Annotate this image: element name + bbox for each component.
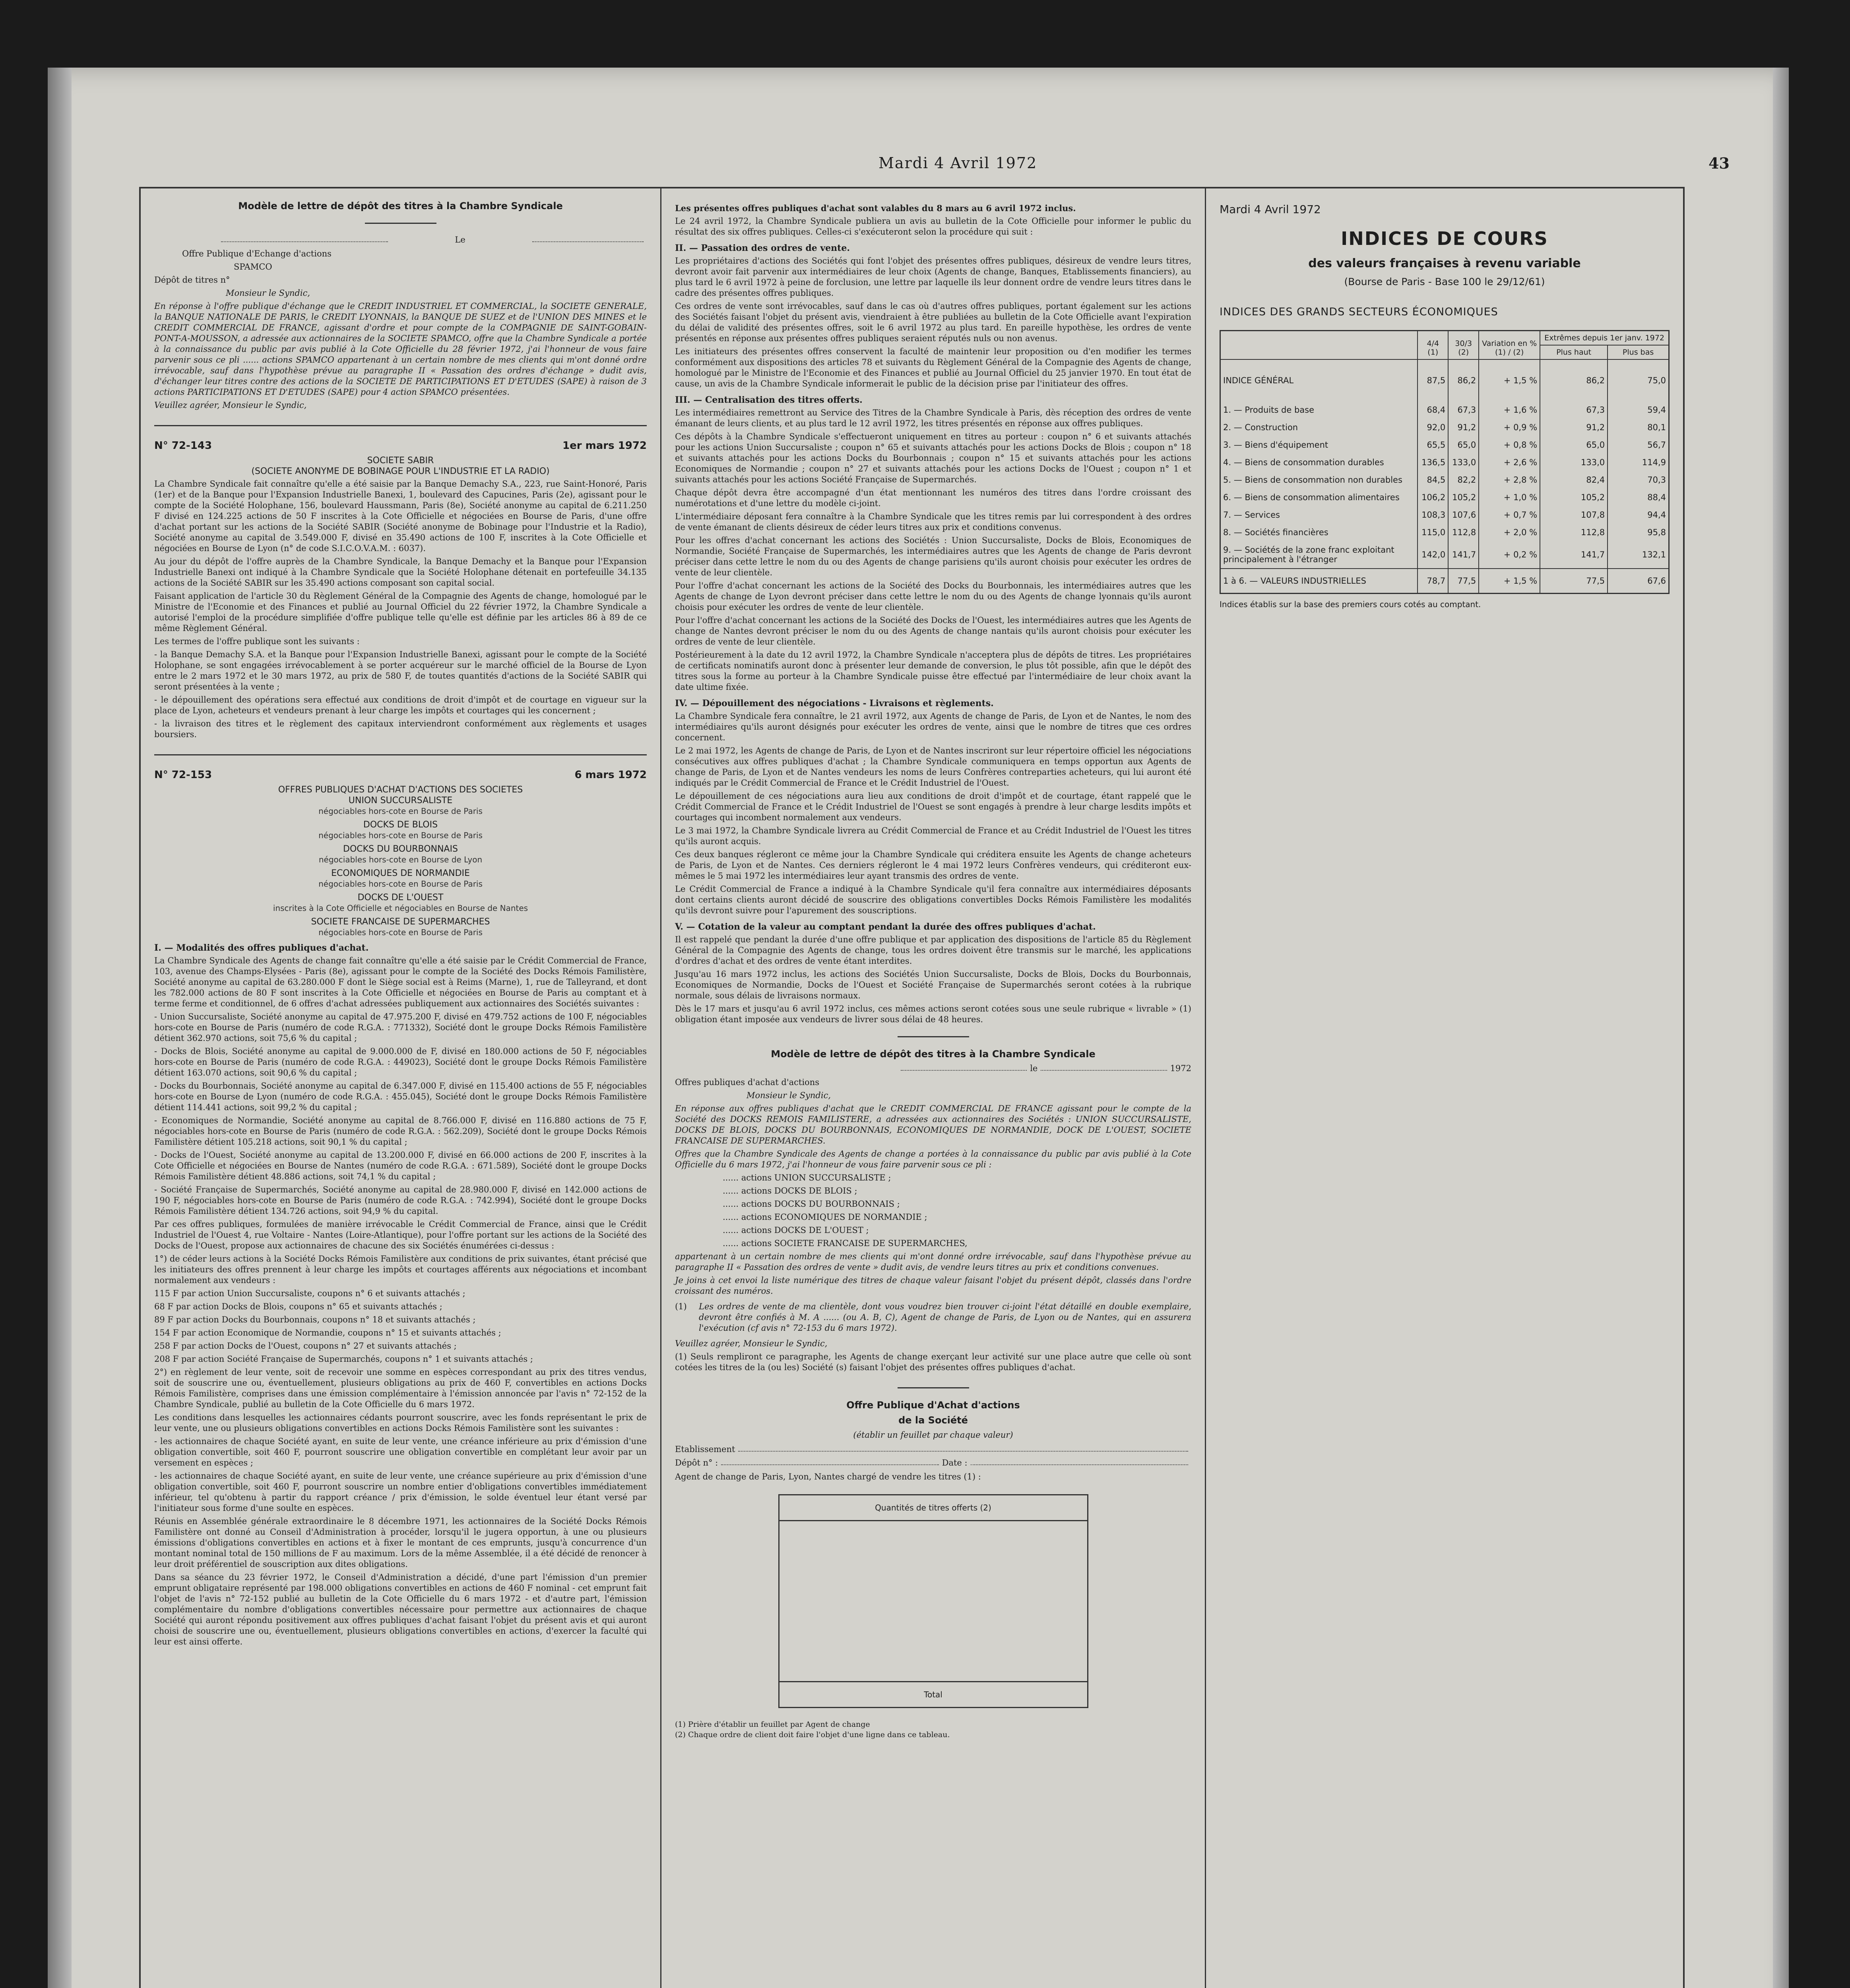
index-label: 1. — Produits de base	[1223, 405, 1315, 415]
notice-paragraph: - la livraison des titres et le règlement des capitaux interviendront conformément aux règlements et usages boursiers.	[154, 719, 647, 739]
quantity-total: Total	[779, 1682, 1088, 1708]
quantity-table	[778, 1494, 1088, 1708]
deposit-letter-docks	[675, 1048, 1191, 1373]
index-low: 67,6	[1608, 569, 1669, 594]
index-value-b: 91,2	[1448, 419, 1479, 436]
agent-label: Agent de change de Paris, Lyon, Nantes chargé de vendre les titres (1) :	[675, 1472, 981, 1481]
date-label: Date :	[942, 1458, 968, 1468]
index-high: 67,3	[1540, 389, 1608, 419]
index-value-b: 77,5	[1448, 569, 1479, 594]
company-market: négociables hors-cote en Bourse de Paris	[318, 806, 483, 816]
index-variation: + 1,0 %	[1479, 489, 1540, 506]
page-number: 43	[1708, 154, 1730, 172]
index-value-a: 92,0	[1418, 419, 1448, 436]
page-spine	[48, 68, 72, 1988]
subsection-title: I. — Modalités des offres publiques d'achat.	[154, 943, 369, 953]
subsection-title: V. — Cotation de la valeur au comptant pendant la durée des offres publiques d'achat.	[675, 922, 1096, 932]
notice-paragraph: Pour l'offre d'achat concernant les actions de la Société des Docks du Bourbonnais, les intermédiaires autres que les Agents de change de Lyon devront préciser dans cette lettre le nom du ou des Agents de change lyonnais qu'ils auront choisis pour exécuter les ordres de vente de leur clientèle.	[675, 581, 1191, 612]
notice-paragraph: Faisant application de l'article 30 du Règlement Général de la Compagnie des Agents de change, homologué par le Ministre de l'Economie et des Finances et publié au Journal Officiel du 22 février 1972, la Chambre Syndicale a autorisé l'emploi de la procédure simplifiée d'offre publique telle qu'elle est définie par les articles 86 à 89 de ce même Règlement Général.	[154, 591, 647, 633]
table-row	[1220, 359, 1669, 389]
indices-note: Indices établis sur la base des premiers cours cotés au comptant.	[1220, 600, 1481, 609]
index-low: 75,0	[1608, 359, 1669, 389]
letter-body: Je joins à cet envoi la liste numérique des titres de chaque valeur faisant l'objet du présent dépôt, classés dans l'ordre croissant des numéros.	[675, 1276, 1191, 1296]
company-market: inscrites à la Cote Officielle et négociables en Bourse de Nantes	[273, 903, 528, 913]
price-list	[154, 1288, 647, 1365]
price-item: 154 F par action Economique de Normandie, coupons n° 15 et suivants attachés ;	[154, 1328, 501, 1338]
footnote-marker: (1)	[675, 1302, 687, 1311]
index-high: 133,0	[1540, 454, 1608, 471]
indices-title: INDICES DE COURS	[1341, 228, 1548, 249]
notice-paragraph: 1°) de céder leurs actions à la Société Docks Rémois Familistère aux conditions de prix suivantes, étant précisé que les initiateurs des offres prennent à leur charge les impôts et courtages afférents aux négociations et incombant normalement aux vendeurs :	[154, 1254, 647, 1285]
variation-note: (1) / (2)	[1495, 348, 1524, 357]
index-label: 6. — Biens de consommation alimentaires	[1223, 493, 1400, 502]
share-list	[723, 1173, 1191, 1249]
offer-line: Offre Publique d'Echange d'actions	[182, 249, 332, 258]
price-item: 68 F par action Docks de Blois, coupons n° 65 et suivants attachés ;	[154, 1302, 442, 1311]
year-label: 1972	[1170, 1064, 1192, 1073]
notice-date: 1er mars 1972	[562, 440, 647, 452]
establishment-field[interactable]	[675, 1444, 1191, 1454]
place-label: le	[1030, 1064, 1038, 1073]
notice-paragraph: Il est rappelé que pendant la durée d'une offre publique et par application des dispositions de l'article 85 du Règlement Général de la Compagnie des Agents de change, tous les ordres doivent être transmis sur le marché, les applications d'ordres d'achat et des ordres de vente étant interdites.	[675, 935, 1191, 966]
index-value-a: 142,0	[1418, 541, 1448, 569]
index-low: 80,1	[1608, 419, 1669, 436]
place-line	[675, 1064, 1191, 1073]
sector-heading: INDICES DES GRANDS SECTEURS ÉCONOMIQUES	[1220, 306, 1498, 318]
index-label: 1 à 6. — VALEURS INDUSTRIELLES	[1220, 569, 1418, 594]
notice-date: 6 mars 1972	[574, 769, 647, 781]
header-variation	[1479, 331, 1540, 360]
column-right	[1206, 188, 1683, 1988]
section-rule	[154, 425, 647, 426]
deposit-label: Dépôt de titres n°	[154, 275, 230, 285]
establishment-label: Etablissement	[675, 1444, 735, 1454]
salutation: Monsieur le Syndic,	[226, 288, 310, 298]
company-name: SOCIETE FRANCAISE DE SUPERMARCHES	[311, 917, 490, 927]
header-high: Plus haut	[1540, 345, 1608, 359]
index-label: 7. — Services	[1223, 510, 1280, 520]
divider	[898, 1387, 969, 1388]
index-variation: + 2,8 %	[1479, 471, 1540, 489]
notice-paragraph: Les conditions dans lesquelles les actionnaires cédants pourront souscrire, avec les fonds représentant le prix de leur vente, une ou plusieurs obligations convertibles en actions Docks Rémois Familistère sont les suivantes :	[154, 1413, 647, 1433]
indices-base: (Bourse de Paris - Base 100 le 29/12/61)	[1344, 276, 1545, 287]
price-item: 89 F par action Docks du Bourbonnais, coupons n° 18 et suivants attachés ;	[154, 1315, 476, 1324]
notice-number: N° 72-153	[154, 769, 212, 781]
company-market: négociables hors-cote en Bourse de Paris	[318, 928, 483, 937]
index-label: 4. — Biens de consommation durables	[1223, 458, 1384, 467]
index-variation: + 0,9 %	[1479, 419, 1540, 436]
notice-paragraph: Le 3 mai 1972, la Chambre Syndicale livrera au Crédit Commercial de France et au Crédit Industriel de l'Ouest les titres qu'ils auront acquis.	[675, 826, 1191, 846]
notice-paragraph: Les initiateurs des présentes offres conservent la faculté de maintenir leur proposition ou d'en modifier les termes conformément aux dispositions des articles 78 et suivants du Règlement Général de la Compagnie des Agents de change, homologué par le Ministre de l'Economie et des Finances et publié au Journal Officiel du 25 janvier 1970. En tout état de cause, un avis de la Chambre Syndicale informerait le public de la décision prise par l'initiateur des offres.	[675, 347, 1191, 388]
col-b-date: 30/3	[1455, 339, 1472, 348]
notice-paragraph: Jusqu'au 16 mars 1972 inclus, les actions des Sociétés Union Succursaliste, Docks de Blois, Docks du Bourbonnais, Economiques de Normandie, Docks de l'Ouest et Société Française de Supermarchés seront cotées à la rubrique normale, sous délais de livraisons normaux.	[675, 969, 1191, 1000]
dotted-fill	[1041, 1064, 1167, 1071]
company-market: négociables hors-cote en Bourse de Paris	[318, 831, 483, 840]
notice-paragraph: - Union Succursaliste, Société anonyme au capital de 47.975.200 F, divisé en 479.752 actions de 100 F, négociables hors-cote en Bourse de Paris (numéro de code R.G.A. : 771332), Société dont le groupe Docks Rémois Familistère détient 362.970 actions, soit 75,6 % du capital ;	[154, 1012, 647, 1043]
company-name: DOCKS DE L'OUEST	[357, 893, 444, 903]
index-low: 70,3	[1608, 471, 1669, 489]
letter-title: Modèle de lettre de dépôt des titres à la Chambre Syndicale	[771, 1048, 1096, 1060]
page-edge	[1773, 68, 1789, 1988]
price-item: 258 F par action Docks de l'Ouest, coupons n° 27 et suivants attachés ;	[154, 1341, 457, 1351]
letter-title: Modèle de lettre de dépôt des titres à la Chambre Syndicale	[238, 200, 563, 212]
header-date: Mardi 4 Avril 1972	[878, 154, 1037, 172]
notice-paragraph: Ces deux banques régleront ce même jour la Chambre Syndicale qui créditera ensuite les Agents de change acheteurs de Paris, de Lyon et de Nantes. Ces derniers régleront le 4 mai 1972 leurs Confrères vendeurs, qui créditeront eux-mêmes le 5 mai 1972 les intermédiaires leur ayant transmis des ordres de vente.	[675, 850, 1191, 881]
notice-paragraph: - Docks de l'Ouest, Société anonyme au capital de 13.200.000 F, divisé en 66.000 actions de 200 F, inscrites à la Cote Officielle et négociées en Bourse de Nantes (numéro de code R.G.A. : 671.589), Société dont le groupe Docks Rémois Familistère détient 48.886 actions, soit 74,1 % du capital ;	[154, 1150, 647, 1181]
quantity-body[interactable]	[779, 1521, 1088, 1682]
index-variation: + 1,6 %	[1479, 389, 1540, 419]
notice-paragraph: Ces ordres de vente sont irrévocables, sauf dans le cas où d'autres offres publiques, portant également sur les actions des Sociétés faisant l'objet du présent avis, viendraient à être publiées au bulletin de la Cote Officielle avant l'expiration du délai de validité des présentes offres, soit le 6 avril 1972 au plus tard. En pareille hypothèse, les ordres de vente présentés en réponse aux présentes offres publiques seraient réputés nuls ou non avenus.	[675, 301, 1191, 343]
letter-closing: Veuillez agréer, Monsieur le Syndic,	[675, 1339, 828, 1348]
notice-paragraph: La Chambre Syndicale fera connaître, le 21 avril 1972, aux Agents de change de Paris, de Lyon et de Nantes, le nom des intermédiaires qu'ils auront désignés pour exécuter les ordres de vente, ainsi que le nombre de titres que ces ordres concernent.	[675, 711, 1191, 742]
column-left	[141, 188, 661, 1988]
dotted-fill	[721, 1458, 939, 1465]
index-low: 59,4	[1608, 389, 1669, 419]
index-value-b: 82,2	[1448, 471, 1479, 489]
index-variation: + 1,5 %	[1479, 569, 1540, 594]
index-value-a: 87,5	[1418, 359, 1448, 389]
index-high: 86,2	[1540, 359, 1608, 389]
place-label: Le	[455, 235, 465, 245]
index-high: 105,2	[1540, 489, 1608, 506]
notice-number: N° 72-143	[154, 440, 212, 452]
notice-header	[154, 769, 647, 781]
index-value-a: 115,0	[1418, 524, 1448, 541]
header-col-b	[1448, 331, 1479, 360]
notice-paragraph: Chaque dépôt devra être accompagné d'un état mentionnant les numéros des titres dans l'ordre croissant des numérotations et d'une lettre du modèle ci-joint.	[675, 488, 1191, 508]
index-value-b: 86,2	[1448, 359, 1479, 389]
letter-body: Les ordres de vente de ma clientèle, dont vous voudrez bien trouver ci-joint l'état détaillé en double exemplaire, devront être confiés à M. A ...... (ou A. B, C), Agent de change de Paris, de Lyon ou de Nantes, qui en assurera l'exécution (cf avis n° 72-153 du 6 mars 1972).	[699, 1302, 1191, 1333]
index-variation: + 0,7 %	[1479, 506, 1540, 524]
notice-heading: OFFRES PUBLIQUES D'ACHAT D'ACTIONS DES SOCIETES	[278, 785, 523, 795]
variation-label: Variation en %	[1482, 339, 1537, 348]
letter-closing: Veuillez agréer, Monsieur le Syndic,	[154, 400, 307, 410]
index-label: 8. — Sociétés financières	[1223, 528, 1328, 537]
divider	[898, 1036, 969, 1037]
offer-form	[675, 1400, 1191, 1739]
letter-footnote: (1) Seuls rempliront ce paragraphe, les Agents de change exerçant leur activité sur une place autre que celle où sont cotées les titres de la (ou les) Société (s) faisant l'objet des présentes offres publiques d'achat.	[675, 1352, 1191, 1372]
index-low: 88,4	[1608, 489, 1669, 506]
notice-paragraph: - Société Française de Supermarchés, Société anonyme au capital de 28.980.000 F, divisé en 142.000 actions de 190 F, négociables hors-cote en Bourse de Paris (numéro de code R.G.A. : 742.994), Société dont le groupe Docks Rémois Familistère détient 134.726 actions, soit 94,9 % du capital.	[154, 1185, 647, 1216]
index-high: 82,4	[1540, 471, 1608, 489]
company-name: DOCKS DU BOURBONNAIS	[343, 844, 458, 854]
place-line	[154, 235, 647, 245]
index-value-a: 65,5	[1418, 436, 1448, 454]
notice-header	[154, 440, 647, 452]
notice-72-143	[154, 440, 647, 740]
notice-72-153	[154, 769, 647, 1647]
deposit-label: Dépôt n° :	[675, 1458, 718, 1468]
notice-paragraph: - Docks du Bourbonnais, Société anonyme au capital de 6.347.000 F, divisé en 115.400 actions de 55 F, négociables hors-cote en Bourse de Lyon (numéro de code R.G.A. : 455.045), Société dont le groupe Docks Rémois Familistère détient 114.441 actions, soit 99,2 % du capital ;	[154, 1081, 647, 1112]
header-blank	[1220, 331, 1418, 360]
share-item: ...... actions SOCIETE FRANCAISE DE SUPERMARCHES,	[723, 1239, 968, 1248]
index-value-a: 106,2	[1418, 489, 1448, 506]
notice-paragraph: - Economiques de Normandie, Société anonyme au capital de 8.766.000 F, divisé en 116.880 actions de 75 F, négociables hors-cote en Bourse de Paris (numéro de code R.G.A. : 562.209), Société dont le groupe Docks Rémois Familistère détient 105.218 actions, soit 90,1 % du capital ;	[154, 1116, 647, 1147]
notice-paragraph: Postérieurement à la date du 12 avril 1972, la Chambre Syndicale n'acceptera plus de dépôts de titres. Les propriétaires de certificats nominatifs auront donc à présenter leur demande de conversion, le plus tôt possible, afin que le dépôt des titres sous la forme au porteur à la Chambre Syndicale puisse être effectué par l'intermédiaire de leur choix avant la date ultime fixée.	[675, 650, 1191, 692]
index-low: 114,9	[1608, 454, 1669, 471]
notice-paragraph: Dès le 17 mars et jusqu'au 6 avril 1972 inclus, ces mêmes actions seront cotées sous une seule rubrique « livrable » (1) obligation étant imposée aux vendeurs de livrer sous délai de 48 heures.	[675, 1004, 1191, 1024]
notice-paragraph: Dans sa séance du 23 février 1972, le Conseil d'Administration a décidé, d'une part l'émission d'un premier emprunt obligataire représenté par 198.000 obligations convertibles en actions de 460 F nominal - cet emprunt fait l'objet de l'avis n° 72-152 publié au bulletin de la Cote Officielle du 6 mars 1972 - et d'autre part, l'émission complémentaire du nombre d'obligations convertibles nécessaire pour permettre aux actionnaires de chaque Société qui auront répondu positivement aux offres publiques d'achat faisant l'objet du présent avis et qui auront choisi de souscrire une ou, éventuellement, plusieurs obligations convertibles en actions, d'exercer la faculté qui leur est ainsi offerte.	[154, 1573, 647, 1646]
letter-body: appartenant à un certain nombre de mes clients qui m'ont donné ordre irrévocable, sauf dans l'hypothèse prévue au paragraphe II « Passation des ordres de vente » dudit avis, de vendre leurs titres au prix et conditions convenues.	[675, 1252, 1191, 1272]
index-value-a: 78,7	[1418, 569, 1448, 594]
index-high: 77,5	[1540, 569, 1608, 594]
index-variation: + 2,0 %	[1479, 524, 1540, 541]
header-extremes: Extrêmes depuis 1er janv. 1972	[1540, 331, 1669, 346]
index-high: 112,8	[1540, 524, 1608, 541]
form-title: Offre Publique d'Achat d'actions	[846, 1400, 1020, 1411]
form-instruction: (établir un feuillet par chaque valeur)	[853, 1430, 1013, 1440]
indices-subtitle: des valeurs françaises à revenu variable	[1308, 256, 1581, 270]
notice-paragraph: Pour les offres d'achat concernant les actions des Sociétés : Union Succursaliste, Docks de Blois, Economiques de Normandie, Société Française de Supermarchés, les intermédiaires autres que les Agents de change de Paris devront préciser dans cette lettre le nom du ou des Agents de change parisiens qu'ils auront choisis pour exécuter les ordres de vente de leur clientèle.	[675, 536, 1191, 577]
index-variation: + 2,6 %	[1479, 454, 1540, 471]
index-value-b: 65,0	[1448, 436, 1479, 454]
letter-body: En réponse à l'offre publique d'échange que le CREDIT INDUSTRIEL ET COMMERCIAL, la SOCIETE GENERALE, la BANQUE NATIONALE DE PARIS, le CREDIT LYONNAIS, la BANQUE DE SUEZ et de l'UNION DES MINES et le CREDIT COMMERCIAL DE FRANCE, agissant d'ordre et pour compte de la COMPAGNIE DE SAINT-GOBAIN-PONT-A-MOUSSON, a adressée aux actionnaires de la SOCIETE SPAMCO, offre que la Chambre Syndicale a portée à la connaissance du public par avis publié à la Cote Officielle du 28 février 1972, j'ai l'honneur de vous faire parvenir sous ce pli ...... actions SPAMCO appartenant à un certain nombre de mes clients qui m'ont donné ordre irrévocable, sauf dans l'hypothèse prévue au paragraphe II « Passation des ordres d'échange » dudit avis, d'échanger leur titres contre des actions de la SOCIETE DE PARTICIPATIONS ET D'ETUDES (SAPE) à raison de 3 actions PARTICIPATIONS ET D'ETUDES (SAPE) pour 4 action SPAMCO présentées.	[154, 301, 647, 397]
index-label: 9. — Sociétés de la zone franc exploitant principalement à l'étranger	[1223, 545, 1394, 564]
form-footnote: (2) Chaque ordre de client doit faire l'objet d'une ligne dans ce tableau.	[675, 1730, 950, 1739]
notice-paragraph: Le Crédit Commercial de France a indiqué à la Chambre Syndicale qu'il fera connaître aux intermédiaires déposants dont certains clients auront décidé de souscrire des obligations convertibles Docks Rémois Familistère les modalités qu'ils devront suivre pour l'apurement des souscriptions.	[675, 884, 1191, 915]
notice-paragraph: La Chambre Syndicale des Agents de change fait connaître qu'elle a été saisie par le Crédit Commercial de France, 103, avenue des Champs-Elysées - Paris (8e), agissant pour le compte de la Société des Docks Rémois Familistère, Société anonyme au capital de 63.280.000 F dont le Siège social est à Reims (Marne), 1, rue de Talleyrand, et dont les 782.000 actions de 80 F sont inscrites à la Cote Officielle et négociées en Bourse de Paris au comptant et à terme ferme et conditionnel, de 6 offres d'achat adressées publiquement aux actionnaires des Sociétés suivantes :	[154, 956, 647, 1008]
notice-paragraph: Le 2 mai 1972, les Agents de change de Paris, de Lyon et de Nantes inscriront sur leur répertoire officiel les négociations consécutives aux offres publiques d'achat ; la Chambre Syndicale communiquera en temps opportun aux Agents de change de Paris, de Lyon et de Nantes vendeurs les noms de leurs Confrères contreparties acheteurs, qui lui auront été indiqués par le Crédit Commercial de France et le Crédit Industriel de l'Ouest.	[675, 746, 1191, 788]
notice-paragraph: Les termes de l'offre publique sont les suivants :	[154, 637, 360, 646]
index-value-a: 136,5	[1418, 454, 1448, 471]
notice-paragraph: Au jour du dépôt de l'offre auprès de la Chambre Syndicale, la Banque Demachy et la Banque pour l'Expansion Industrielle Banexi ont indiqué à la Chambre Syndicale que la Société Holophane détenait en portefeuille 34.135 actions de la Société SABIR sur les 35.490 actions composant son capital social.	[154, 557, 647, 588]
col-a-date: 4/4	[1427, 339, 1439, 348]
form-subtitle: de la Société	[898, 1415, 968, 1426]
notice-paragraph: Le dépouillement de ces négociations aura lieu aux conditions de droit d'impôt et de courtage, étant rappelé que le Crédit Commercial de France et le Crédit Industriel de l'Ouest se sont engagés à prendre à leur charge lesdits impôts et courtages qui incombent normalement aux vendeurs.	[675, 791, 1191, 822]
offer-line: Offres publiques d'achat d'actions	[675, 1077, 819, 1087]
letter-body: En réponse aux offres publiques d'achat que le CREDIT COMMERCIAL DE FRANCE agissant pour le compte de la Société des DOCKS REMOIS FAMILISTERE, a adressées aux actionnaires des Sociétés : UNION SUCCURSALISTE, DOCKS DE BLOIS, DOCKS DU BOURBONNAIS, ECONOMIQUES DE NORMANDIE, DOCK DE L'OUEST, SOCIETE FRANCAISE DE SUPERMARCHES.	[675, 1104, 1191, 1145]
notice-paragraph: - la Banque Demachy S.A. et la Banque pour l'Expansion Industrielle Banexi, agissant pour le compte de la Société Holophane, se sont engagées irrévocablement à se porter acquéreur sur le marché officiel de la Bourse de Lyon entre le 2 mars 1972 et le 30 mars 1972, au prix de 580 F, de toutes quantités d'actions de la Société SABIR qui seront présentées à la vente ;	[154, 650, 647, 691]
index-value-b: 67,3	[1448, 389, 1479, 419]
company-market: négociables hors-cote en Bourse de Paris	[318, 879, 483, 889]
notice-paragraph: - les actionnaires de chaque Société ayant, en suite de leur vente, une créance inférieure au prix d'émission d'une obligation convertible, soit 460 F, pourront souscrire une obligation convertible en complétant leur avoir par un versement en espèces ;	[154, 1437, 647, 1468]
table-row	[1220, 524, 1669, 541]
index-high: 65,0	[1540, 436, 1608, 454]
index-high: 91,2	[1540, 419, 1608, 436]
offer-company: SPAMCO	[234, 262, 272, 272]
quantity-header: Quantités de titres offerts (2)	[779, 1495, 1088, 1521]
validity-notice: Les présentes offres publiques d'achat sont valables du 8 mars au 6 avril 1972 inclus.	[675, 203, 1076, 213]
table-row	[1220, 471, 1669, 489]
notice-paragraph: Les propriétaires d'actions des Sociétés qui font l'objet des présentes offres publiques, désireux de vendre leurs titres, devront avoir fait parvenir aux intermédiaires de leur choix (Agents de change, Banques, Etablissements financiers), au plus tard le 6 avril 1972 à peine de forclusion, une lettre par laquelle ils leur donnent ordre de vendre leurs titres dans le cadre des présentes offres publiques.	[675, 256, 1191, 298]
company-subtitle: (SOCIETE ANONYME DE BOBINAGE POUR L'INDUSTRIE ET LA RADIO)	[251, 466, 550, 476]
subsection-title: II. — Passation des ordres de vente.	[675, 243, 850, 253]
deposit-letter-spamco	[154, 200, 647, 411]
index-value-b: 105,2	[1448, 489, 1479, 506]
indices-body	[1220, 359, 1669, 594]
index-high: 107,8	[1540, 506, 1608, 524]
indices-table	[1220, 330, 1670, 594]
share-item: ...... actions UNION SUCCURSALISTE ;	[723, 1173, 891, 1182]
letter-body: Offres que la Chambre Syndicale des Agents de change a portées à la connaissance du public par avis publié à la Cote Officielle du 6 mars 1972, j'ai l'honneur de vous faire parvenir sous ce pli :	[675, 1149, 1191, 1169]
index-value-b: 133,0	[1448, 454, 1479, 471]
share-item: ...... actions DOCKS DU BOURBONNAIS ;	[723, 1199, 900, 1209]
table-row	[1220, 419, 1669, 436]
newspaper-page	[48, 68, 1789, 1988]
index-value-a: 108,3	[1418, 506, 1448, 524]
index-label: 3. — Biens d'équipement	[1223, 440, 1328, 450]
table-row	[1220, 389, 1669, 419]
notice-paragraph: - le dépouillement des opérations sera effectué aux conditions de droit d'impôt et de courtage en vigueur sur la place de Lyon, acheteurs et vendeurs prenant à leur charge les impôts et courtages qui les concernent ;	[154, 695, 647, 715]
notice-paragraph: Par ces offres publiques, formulées de manière irrévocable le Crédit Commercial de France, ainsi que le Crédit Industriel de l'Ouest 4, rue Voltaire - Nantes (Loire-Atlantique), pour l'offre portant sur les actions de la Société des Docks de l'Ouest, propose aux actionnaires de chacune des six Sociétés énumérées ci-dessus :	[154, 1219, 647, 1250]
notice-paragraph: Le 24 avril 1972, la Chambre Syndicale publiera un avis au bulletin de la Cote Officielle pour informer le public du résultat des six offres publiques. Celles-ci s'exécuteront selon la procédure qui suit :	[675, 216, 1191, 237]
dotted-fill	[901, 1064, 1027, 1071]
company-name: SOCIETE SABIR	[367, 456, 434, 466]
index-label: 5. — Biens de consommation non durables	[1223, 475, 1402, 485]
notice-paragraph: Réunis en Assemblée générale extraordinaire le 8 décembre 1971, les actionnaires de la Société Docks Rémois Familistère ont donné au Conseil d'Administration à procéder, lorsqu'il le jugera opportun, à une ou plusieurs émissions d'obligations convertibles en actions et à fixer le montant de ces emprunts, jusqu'à concurrence d'un montant nominal total de 150 millions de F au maximum. Lors de la même Assemblée, il a été décidé de renoncer à leur droit préférentiel de souscription aux dites obligations.	[154, 1516, 647, 1569]
price-item: 208 F par action Société Française de Supermarchés, coupons n° 1 et suivants attachés ;	[154, 1354, 533, 1364]
index-value-b: 112,8	[1448, 524, 1479, 541]
notice-paragraph: Ces dépôts à la Chambre Syndicale s'effectueront uniquement en titres au porteur : coupon n° 6 et suivants attachés pour les actions Union Succursaliste ; coupon n° 65 et suivants attachés pour les actions Docks de Blois ; coupon n° 18 et suivants attachés pour les actions Docks du Bourbonnais ; coupon n° 15 et suivants attachés pour les actions Economiques de Normandie ; coupon n° 27 et suivants attachés pour les actions Docks de l'Ouest ; coupon n° 1 et suivants attachés pour les actions Société Française de Supermarchés.	[675, 432, 1191, 484]
company-name: DOCKS DE BLOIS	[363, 820, 438, 830]
table-row	[1220, 506, 1669, 524]
salutation: Monsieur le Syndic,	[747, 1091, 831, 1100]
index-low: 132,1	[1608, 541, 1669, 569]
index-value-a: 68,4	[1418, 389, 1448, 419]
notice-paragraph: Pour l'offre d'achat concernant les actions de la Société des Docks de l'Ouest, les intermédiaires autres que les Agents de change de Nantes devront préciser le nom du ou des Agents de change nantais qu'ils auront choisis pour exécuter les ordres de vente de leur clientèle.	[675, 615, 1191, 646]
dotted-fill	[221, 235, 388, 242]
index-variation: + 0,8 %	[1479, 436, 1540, 454]
index-high: 141,7	[1540, 541, 1608, 569]
company-name: UNION SUCCURSALISTE	[348, 796, 453, 806]
notice-paragraph: - les actionnaires de chaque Société ayant, en suite de leur vente, une créance supérieure au prix d'émission d'une obligation convertible, soit 460 F, pourront souscrire un nombre entier d'obligations convertibles immédiatement inférieur, tel qu'obtenu à partir du rapport créance / prix d'émission, le solde éventuel leur étant versé par l'initiateur sous forme d'une soulte en espèces.	[154, 1471, 647, 1513]
index-low: 94,4	[1608, 506, 1669, 524]
share-item: ...... actions DOCKS DE BLOIS ;	[723, 1186, 857, 1196]
form-footnote: (1) Prière d'établir un feuillet par Agent de change	[675, 1720, 870, 1729]
notice-paragraph: 2°) en règlement de leur vente, soit de recevoir une somme en espèces correspondant au prix des titres vendus, soit de souscrire une ou, éventuellement, plusieurs obligations au prix de 460 F, convertibles en actions Docks Rémois Familistère, comprises dans une émission complémentaire à l'émission annoncée par l'avis n° 72-152 de la Chambre Syndicale, publié au bulletin de la Cote Officielle du 6 mars 1972.	[154, 1367, 647, 1409]
column-middle	[661, 188, 1206, 1988]
share-item: ...... actions ECONOMIQUES DE NORMANDIE ;	[723, 1212, 927, 1222]
share-item: ...... actions DOCKS DE L'OUEST ;	[723, 1225, 869, 1235]
indices-date: Mardi 4 Avril 1972	[1220, 203, 1321, 216]
header-col-a	[1418, 331, 1448, 360]
notice-paragraph: - Docks de Blois, Société anonyme au capital de 9.000.000 de F, divisé en 180.000 actions de 50 F, négociables hors-cote en Bourse de Paris (numéro de code R.G.A. : 449023), Société dont le groupe Docks Rémois Familistère détient 163.070 actions, soit 90,6 % du capital ;	[154, 1046, 647, 1077]
index-variation: + 0,2 %	[1479, 541, 1540, 569]
index-label: 2. — Construction	[1223, 423, 1298, 432]
deposit-date-field[interactable]	[675, 1458, 1191, 1468]
col-a-note: (1)	[1427, 348, 1439, 357]
company-market: négociables hors-cote en Bourse de Lyon	[318, 855, 483, 864]
table-row	[1220, 569, 1669, 594]
divider	[365, 223, 436, 224]
index-value-b: 107,6	[1448, 506, 1479, 524]
subsection-title: III. — Centralisation des titres offerts.	[675, 395, 863, 405]
header-low: Plus bas	[1608, 345, 1669, 359]
table-row	[1220, 489, 1669, 506]
company-list	[154, 796, 647, 937]
table-row	[1220, 454, 1669, 471]
columns-frame	[139, 187, 1685, 1988]
section-rule	[154, 754, 647, 755]
footnote-paragraph	[675, 1299, 1191, 1336]
index-low: 56,7	[1608, 436, 1669, 454]
index-low: 95,8	[1608, 524, 1669, 541]
col-b-note: (2)	[1458, 348, 1469, 357]
notice-paragraph: L'intermédiaire déposant fera connaître à la Chambre Syndicale que les titres remis par lui correspondent à des ordres de vente émanant de clients désireux de céder leurs titres aux prix et conditions convenus.	[675, 512, 1191, 532]
index-variation: + 1,5 %	[1479, 359, 1540, 389]
table-row	[1220, 541, 1669, 569]
price-item: 115 F par action Union Succursaliste, coupons n° 6 et suivants attachés ;	[154, 1289, 465, 1298]
index-value-a: 84,5	[1418, 471, 1448, 489]
dotted-fill	[738, 1444, 1188, 1452]
notice-paragraph: Les intermédiaires remettront au Service des Titres de la Chambre Syndicale à Paris, dès réception des ordres de vente émanant de leurs clients, et au plus tard le 12 avril 1972, les titres présentés en réponse aux offres publiques.	[675, 408, 1191, 428]
dotted-fill	[971, 1458, 1188, 1465]
subsection-title: IV. — Dépouillement des négociations - Livraisons et règlements.	[675, 698, 994, 709]
dotted-fill	[532, 235, 644, 242]
company-name: ECONOMIQUES DE NORMANDIE	[331, 868, 470, 878]
index-label: INDICE GÉNÉRAL	[1223, 376, 1294, 385]
index-value-b: 141,7	[1448, 541, 1479, 569]
notice-paragraph: La Chambre Syndicale fait connaître qu'elle a été saisie par la Banque Demachy S.A., 223, rue Saint-Honoré, Paris (1er) et de la Banque pour l'Expansion Industrielle Banexi, 1, boulevard des Capucines, Paris (2e), agissant pour le compte de la Société Holophane, 156, boulevard Haussmann, Paris (8e), Société anonyme au capital de 6.211.250 F divisé en 124.225 actions de 50 F inscrites à la Cote Officielle et négociées en Bourse de Paris, d'une offre d'achat portant sur les actions de la Société SABIR (Société anonyme de Bobinage pour l'Industrie et la Radio), Société anonyme au capital de 3.549.000 F, divisé en 35.490 actions de 100 F, inscrites à la Cote Officielle et négociées en Bourse de Lyon (n° de code S.I.C.O.V.A.M. : 6037).	[154, 479, 647, 553]
table-row	[1220, 436, 1669, 454]
